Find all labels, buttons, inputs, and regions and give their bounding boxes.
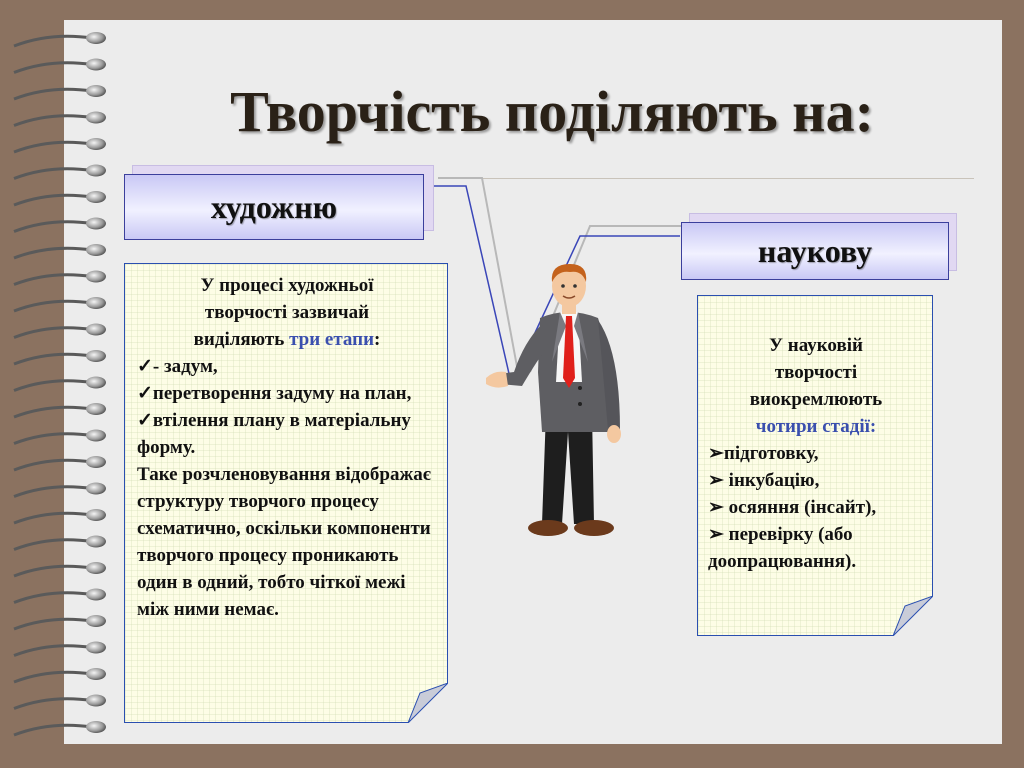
spiral-ring xyxy=(86,324,106,336)
spiral-ring xyxy=(86,32,106,44)
note-artistic-intro-3 xyxy=(137,326,437,353)
spiral-ring xyxy=(86,536,106,548)
spiral-wire xyxy=(14,725,92,735)
spiral-wire xyxy=(14,619,92,629)
spiral-ring xyxy=(86,589,106,601)
spiral-wire xyxy=(14,593,92,603)
spiral-wire xyxy=(14,699,92,709)
spiral-wire xyxy=(14,275,92,285)
page-curl-icon xyxy=(408,683,448,723)
list-item-text: підготовку, xyxy=(723,443,819,464)
highlight-three-stages: три етапи xyxy=(289,329,375,350)
spiral-wire xyxy=(14,407,92,417)
spiral-ring xyxy=(86,218,106,230)
spiral-wire xyxy=(14,248,92,258)
spiral-wire xyxy=(14,381,92,391)
list-item xyxy=(137,380,437,407)
spiral-ring xyxy=(86,403,106,415)
list-item-text: втілення плану в матеріальну форму. xyxy=(137,410,411,458)
check-icon: ✓ xyxy=(137,356,153,377)
list-item xyxy=(708,467,924,494)
list-item xyxy=(137,353,437,380)
highlight-four-stages: чотири стадії: xyxy=(755,416,877,437)
note-scientific-intro-1: У науковій xyxy=(769,335,863,356)
spiral-wire xyxy=(14,540,92,550)
spiral-ring xyxy=(86,456,106,468)
note-scientific-intro-3: виокремлюють xyxy=(749,389,883,410)
list-item xyxy=(137,407,437,461)
spiral-ring xyxy=(86,59,106,71)
list-item xyxy=(708,494,924,521)
spiral-wire xyxy=(14,513,92,523)
spiral-ring xyxy=(86,271,106,283)
spiral-ring xyxy=(86,509,106,521)
spiral-ring xyxy=(86,668,106,680)
spiral-wire xyxy=(14,36,92,46)
arrow-bullet-icon: ➢ xyxy=(708,443,724,464)
spiral-ring xyxy=(86,615,106,627)
spiral-wire xyxy=(14,169,92,179)
spiral-wire xyxy=(14,63,92,73)
page-title: Творчість поділяють на: xyxy=(230,79,874,144)
spiral-binding xyxy=(0,0,120,768)
note-artistic-intro-2: творчості зазвичай xyxy=(204,302,370,323)
spiral-ring xyxy=(86,483,106,495)
spiral-ring xyxy=(86,350,106,362)
spiral-ring xyxy=(86,695,106,707)
check-icon: ✓ xyxy=(137,410,153,431)
list-item-text: перетворення задуму на план, xyxy=(152,383,412,404)
list-item xyxy=(708,440,924,467)
spiral-ring xyxy=(86,642,106,654)
list-item xyxy=(708,521,924,575)
list-item-text: осяяння (інсайт), xyxy=(723,497,877,518)
spiral-wire xyxy=(14,566,92,576)
spiral-ring xyxy=(86,112,106,124)
spiral-wire xyxy=(14,89,92,99)
spiral-ring xyxy=(86,377,106,389)
spiral-wire xyxy=(14,354,92,364)
intro-3c: : xyxy=(374,329,381,350)
arrow-bullet-icon: ➢ xyxy=(708,524,724,545)
spiral-wire xyxy=(14,460,92,470)
check-icon: ✓ xyxy=(137,383,153,404)
spiral-ring xyxy=(86,138,106,150)
page-curl-icon xyxy=(893,596,933,636)
intro-3a: виділяють xyxy=(193,329,290,350)
spiral-wire xyxy=(14,328,92,338)
spiral-ring xyxy=(86,191,106,203)
spiral-wire xyxy=(14,116,92,126)
spiral-wire xyxy=(14,301,92,311)
spiral-ring xyxy=(86,165,106,177)
spiral-ring xyxy=(86,85,106,97)
spiral-ring xyxy=(86,297,106,309)
note-scientific-intro-2: творчості xyxy=(774,362,858,383)
arrow-bullet-icon: ➢ xyxy=(708,470,724,491)
spiral-wire xyxy=(14,487,92,497)
list-item-text: перевірку (або доопрацювання). xyxy=(708,524,857,572)
label-scientific-text: наукову xyxy=(757,232,873,269)
spiral-ring xyxy=(86,721,106,733)
note-artistic-intro-1: У процесі художньої xyxy=(200,275,374,296)
spiral-wire xyxy=(14,222,92,232)
label-artistic xyxy=(124,174,424,240)
spiral-wire xyxy=(14,195,92,205)
arrow-bullet-icon: ➢ xyxy=(708,497,724,518)
label-scientific xyxy=(681,222,949,280)
note-artistic-outro: Таке розчленовування відображає структуру творчого процесу схематично, оскільки компоненти творчого процесу проникають один в одний, тобто чіткої межі між ними немає. xyxy=(137,464,431,620)
spiral-wire xyxy=(14,434,92,444)
spiral-wire xyxy=(14,672,92,682)
divider-line xyxy=(440,178,974,179)
list-item-text: - задум, xyxy=(152,356,218,377)
spiral-ring xyxy=(86,562,106,574)
spiral-wire xyxy=(14,142,92,152)
spiral-ring xyxy=(86,244,106,256)
spiral-ring xyxy=(86,430,106,442)
list-item-text: інкубацію, xyxy=(723,470,820,491)
spiral-wire xyxy=(14,646,92,656)
note-scientific xyxy=(697,295,933,636)
note-artistic xyxy=(124,263,448,723)
businessman-illustration xyxy=(484,262,644,544)
label-artistic-text: художню xyxy=(210,188,338,225)
